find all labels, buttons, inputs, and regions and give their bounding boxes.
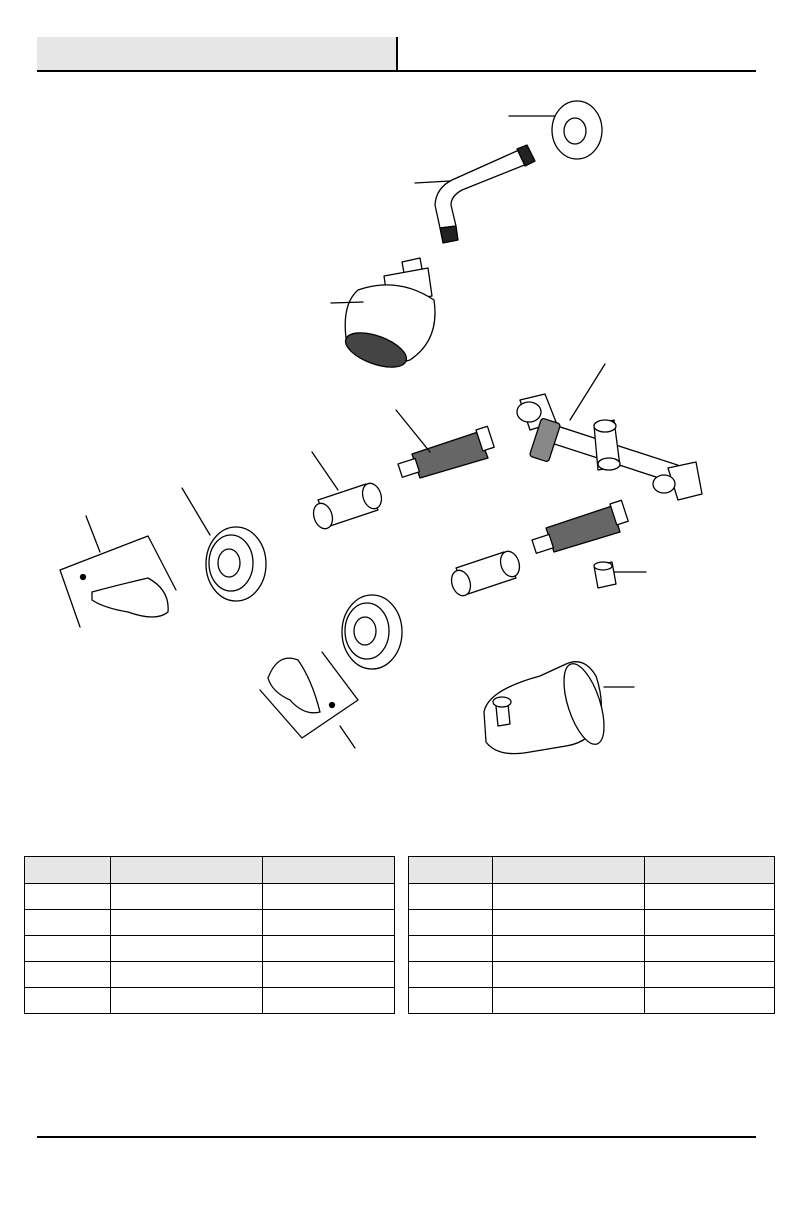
- table-cell: [409, 962, 493, 988]
- shower-arm-part: [415, 145, 535, 243]
- table-header-cell: [645, 857, 775, 884]
- parts-table-right: [408, 856, 775, 1014]
- table-row: [409, 884, 775, 910]
- table-cell: [111, 910, 263, 936]
- table-cell: [111, 884, 263, 910]
- table-cell: [111, 936, 263, 962]
- table-cell: [25, 910, 111, 936]
- escutcheon-part: [182, 488, 266, 601]
- table-header-row: [25, 857, 395, 884]
- table-cell: [25, 962, 111, 988]
- table-cell: [645, 936, 775, 962]
- table-cell: [645, 988, 775, 1014]
- table-cell: [409, 910, 493, 936]
- table-cell: [263, 936, 395, 962]
- table-cell: [645, 884, 775, 910]
- tub-spout-part: [484, 659, 634, 754]
- cartridge-sleeve-part: [310, 452, 384, 531]
- table-cell: [409, 884, 493, 910]
- handle-part: [60, 516, 176, 627]
- parts-table-left: [24, 856, 395, 1014]
- valve-body-part: [517, 364, 702, 500]
- cartridge-part: [396, 410, 494, 478]
- table-row: [25, 936, 395, 962]
- adapter-part: [594, 562, 646, 588]
- table-header-cell: [263, 857, 395, 884]
- table-cell: [111, 962, 263, 988]
- table-row: [25, 962, 395, 988]
- table-row: [409, 962, 775, 988]
- table-header-cell: [493, 857, 645, 884]
- table-cell: [645, 910, 775, 936]
- footer-rule: [37, 1136, 756, 1138]
- table-header-cell: [409, 857, 493, 884]
- table-cell: [25, 936, 111, 962]
- shower-head-part: [331, 258, 435, 374]
- table-row: [409, 910, 775, 936]
- table-cell: [25, 884, 111, 910]
- table-row: [25, 910, 395, 936]
- table-row: [409, 936, 775, 962]
- table-row: [25, 988, 395, 1014]
- cartridge-sleeve-part: [448, 549, 522, 598]
- escutcheon-part: [342, 595, 402, 669]
- handle-part: [260, 652, 358, 748]
- table-cell: [493, 910, 645, 936]
- table-cell: [263, 910, 395, 936]
- cartridge-part: [532, 500, 628, 553]
- table-cell: [25, 988, 111, 1014]
- table-header-row: [409, 857, 775, 884]
- table-row: [25, 884, 395, 910]
- table-cell: [409, 988, 493, 1014]
- table-row: [409, 988, 775, 1014]
- table-cell: [493, 936, 645, 962]
- table-cell: [263, 884, 395, 910]
- table-header-cell: [111, 857, 263, 884]
- table-cell: [263, 962, 395, 988]
- table-cell: [493, 884, 645, 910]
- table-cell: [111, 988, 263, 1014]
- table-cell: [645, 962, 775, 988]
- table-cell: [409, 936, 493, 962]
- table-header-cell: [25, 857, 111, 884]
- table-cell: [263, 988, 395, 1014]
- table-cell: [493, 962, 645, 988]
- table-cell: [493, 988, 645, 1014]
